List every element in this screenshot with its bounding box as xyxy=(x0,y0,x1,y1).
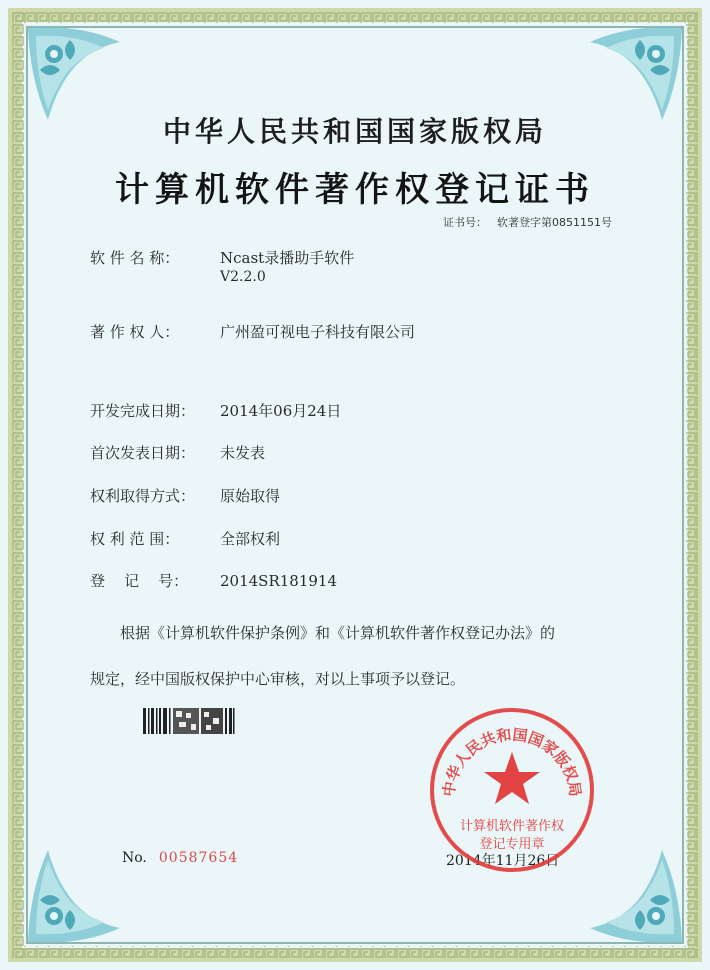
registration-statement xyxy=(90,610,650,702)
field-software-name xyxy=(90,247,354,268)
field-label: 权利取得方式： xyxy=(90,487,196,505)
corner-ornament-icon xyxy=(580,840,690,950)
field-value: Ncast录播助手软件 xyxy=(220,249,355,267)
field-label: 登 记 号： xyxy=(90,572,189,590)
field-completion-date xyxy=(90,400,341,421)
certificate-number-label: 证书号： xyxy=(443,216,487,229)
field-label: 著 作 权 人： xyxy=(90,323,180,341)
field-value: 广州盈可视电子科技有限公司 xyxy=(220,323,416,341)
field-value: 原始取得 xyxy=(220,487,281,505)
serial-value: 00587654 xyxy=(158,850,239,866)
field-registration-number xyxy=(90,570,337,591)
svg-text:中华人民共和国国家版权局: 中华人民共和国国家版权局 xyxy=(439,725,585,798)
serial-label: No. xyxy=(122,850,147,866)
svg-text:计算机软件著作权: 计算机软件著作权 xyxy=(459,819,565,834)
issue-date: 2014年11月26日 xyxy=(446,853,560,869)
corner-ornament-icon xyxy=(20,840,130,950)
field-copyright-owner xyxy=(90,321,415,342)
field-label: 软 件 名 称： xyxy=(90,249,180,267)
serial-number xyxy=(122,850,238,866)
field-value: 全部权利 xyxy=(220,530,281,548)
barcode-icon xyxy=(143,708,235,734)
issuer-title: 中华人民共和国国家版权局 xyxy=(162,115,547,148)
field-acquisition-method xyxy=(90,485,280,506)
svg-text:登记专用章: 登记专用章 xyxy=(479,837,545,852)
field-rights-scope xyxy=(90,528,280,549)
official-seal-icon xyxy=(428,706,596,874)
software-version: V2.2.0 xyxy=(220,269,266,285)
certificate-number-value: 软著登字第0851151号 xyxy=(497,216,612,229)
field-label: 权 利 范 围： xyxy=(90,530,180,548)
statement-line: 规定，经中国版权保护中心审核，对以上事项予以登记。 xyxy=(90,670,466,688)
field-value: 未发表 xyxy=(220,444,266,462)
field-first-publication-date xyxy=(90,442,265,463)
field-value: 2014年06月24日 xyxy=(220,402,342,420)
certificate-number xyxy=(443,214,612,230)
field-label: 首次发表日期： xyxy=(90,444,196,462)
field-label: 开发完成日期： xyxy=(90,402,196,420)
field-value: 2014SR181914 xyxy=(220,572,338,590)
certificate-title: 计算机软件著作权登记证书 xyxy=(115,170,595,210)
statement-line: 根据《计算机软件保护条例》和《计算机软件著作权登记办法》的 xyxy=(120,624,556,642)
